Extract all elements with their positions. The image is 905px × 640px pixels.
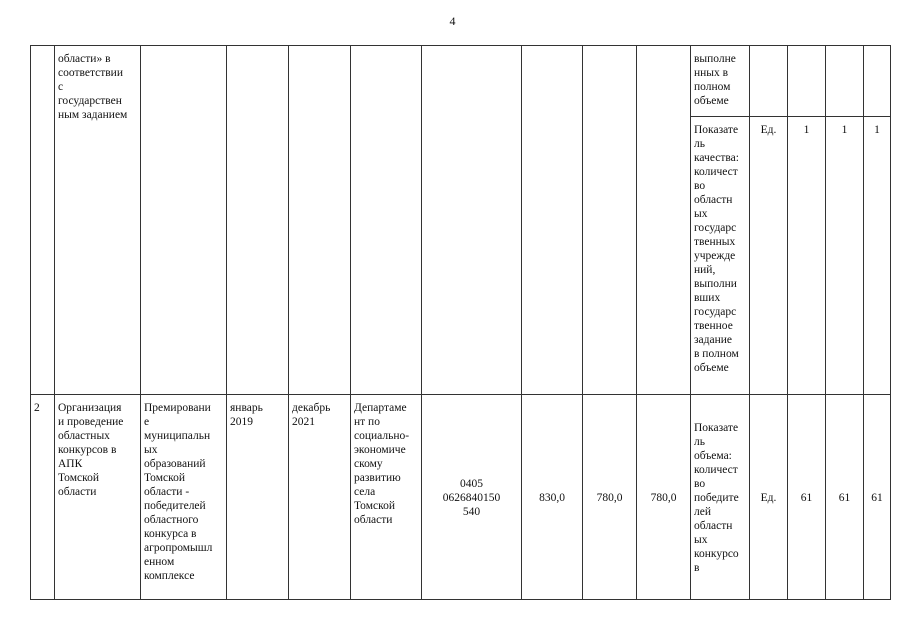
cell-empty — [750, 46, 788, 117]
cell-empty — [864, 46, 891, 117]
cell-unit: Ед. — [750, 117, 788, 395]
program-table — [30, 45, 891, 600]
cell-indicator-quality: Показате ль качества: количест во областн ых государс твенных учрежде ний, выполни вших государс твенное задание в полном объеме — [691, 117, 750, 395]
cell-empty — [351, 46, 422, 395]
cell-empty — [227, 46, 289, 395]
cell-executor: Департаме нт по социально- экономиче скому развитию села Томской области — [351, 395, 422, 600]
cell-finance-2019: 830,0 — [522, 395, 583, 600]
cell-num: 2 — [31, 395, 55, 600]
cell-start-date: январь 2019 — [227, 395, 289, 600]
cell-value-2019: 61 — [788, 395, 826, 600]
cell-indicator-volume: Показате ль объема: количест во победите лей областн ых конкурсо в — [691, 395, 750, 600]
table-row — [31, 395, 891, 600]
cell-finance-2021: 780,0 — [637, 395, 691, 600]
cell-empty — [422, 46, 522, 395]
cell-indicator-cont: выполне нных в полном объеме — [691, 46, 750, 117]
cell-value-2020: 1 — [826, 117, 864, 395]
cell-empty — [583, 46, 637, 395]
cell-end-date: декабрь 2021 — [289, 395, 351, 600]
cell-kbk: 0405 0626840150 540 — [422, 395, 522, 600]
cell-value-2019: 1 — [788, 117, 826, 395]
cell-empty — [637, 46, 691, 395]
cell-empty — [141, 46, 227, 395]
cell-empty — [826, 46, 864, 117]
cell-empty — [289, 46, 351, 395]
table-row — [31, 46, 891, 117]
cell-measure: Премировани е муниципальн ых образований Томской области - победителей областного конкурса в агропромышл енном комплексе — [141, 395, 227, 600]
cell-name-cont: области» в соответствии с государствен ным заданием — [55, 46, 141, 395]
cell-name: Организация и проведение областных конкурсов в АПК Томской области — [55, 395, 141, 600]
cell-empty — [788, 46, 826, 117]
cell-value-2020: 61 — [826, 395, 864, 600]
cell-empty — [522, 46, 583, 395]
cell-finance-2020: 780,0 — [583, 395, 637, 600]
page-number: 4 — [449, 14, 456, 28]
cell-unit: Ед. — [750, 395, 788, 600]
cell-num — [31, 46, 55, 395]
cell-value-2021: 1 — [864, 117, 891, 395]
cell-value-2021: 61 — [864, 395, 891, 600]
